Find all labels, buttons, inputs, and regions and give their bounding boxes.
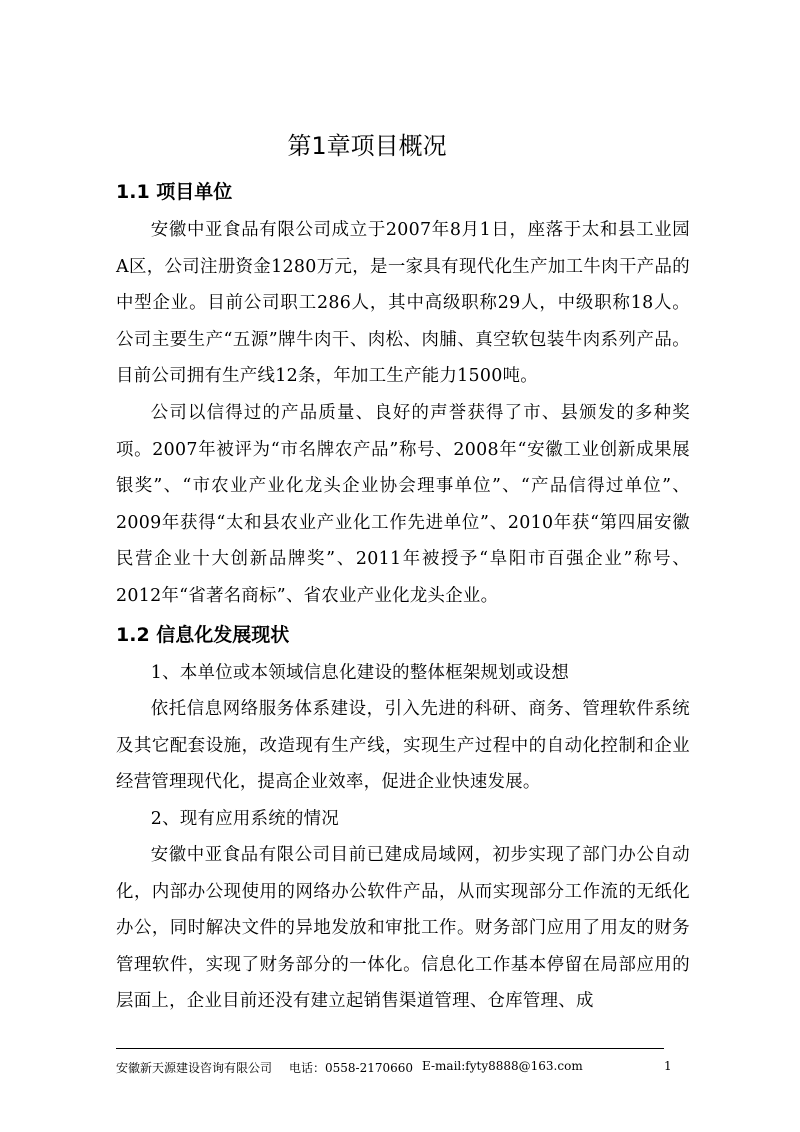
footer-phone: 电话：0558-2170660 xyxy=(289,1061,414,1075)
paragraph-subheading-systems: 2、现有应用系统的情况 xyxy=(150,809,340,829)
paragraph-subheading-framework: 1、本单位或本领域信息化建设的整体框架规划或设想 xyxy=(150,663,570,683)
section-heading-informatization-status: 1.2 信息化发展现状 xyxy=(116,624,290,646)
paragraph-existing-systems: 安徽中亚食品有限公司目前已建成局域网，初步实现了部门办公自动化，内部办公现使用的网络办公软件产品，从而实现部分工作流的无纸化办公，同时解决文件的异地发放和审批工作。财务部门应用了用友的财务管理软件，实现了财务部分的一体化。信息化工作基本停留在局部应用的层面上，企业目前还没有建立起销售渠道管理、仓库管理、成 xyxy=(116,845,690,1012)
footer-email: E-mail:fyty8888@163.com xyxy=(422,1059,583,1073)
chapter-title: 第1章项目概况 xyxy=(287,132,447,160)
paragraph-company-awards: 公司以信得过的产品质量、良好的声誉获得了市、县颁发的多种奖项。2007年被评为“市名牌农产品”称号、2008年“安徽工业创新成果展银奖”、“市农业产业化龙头企业协会理事单位”、“产品信得过单位”、2009年获得“太和县农业产业化工作先进单位”、2010年获“第四届安徽民营企业十大创新品牌奖”、2011年被授予“阜阳市百强企业”称号、2012年“省著名商标”、省农业产业化龙头企业。 xyxy=(116,403,690,606)
paragraph-framework-plan: 依托信息网络服务体系建设，引入先进的科研、商务、管理软件系统及其它配套设施，改造现有生产线，实现生产过程中的自动化控制和企业经营管理现代化，提高企业效率，促进企业快速发展。 xyxy=(116,699,690,793)
section-heading-project-unit: 1.1 项目单位 xyxy=(116,181,233,203)
paragraph-company-intro: 安徽中亚食品有限公司成立于2007年8月1日，座落于太和县工业园A区，公司注册资金1280万元，是一家具有现代化生产加工牛肉干产品的中型企业。目前公司职工286人，其中高级职称29人，中级职称18人。公司主要生产“五源”牌牛肉干、肉松、肉脯、真空软包装牛肉系列产品。目前公司拥有生产线12条，年加工生产能力1500吨。 xyxy=(116,220,690,387)
footer-company: 安徽新天源建设咨询有限公司 xyxy=(116,1061,273,1075)
footer-page-number: 1 xyxy=(664,1059,672,1073)
footer-divider xyxy=(116,1048,664,1049)
